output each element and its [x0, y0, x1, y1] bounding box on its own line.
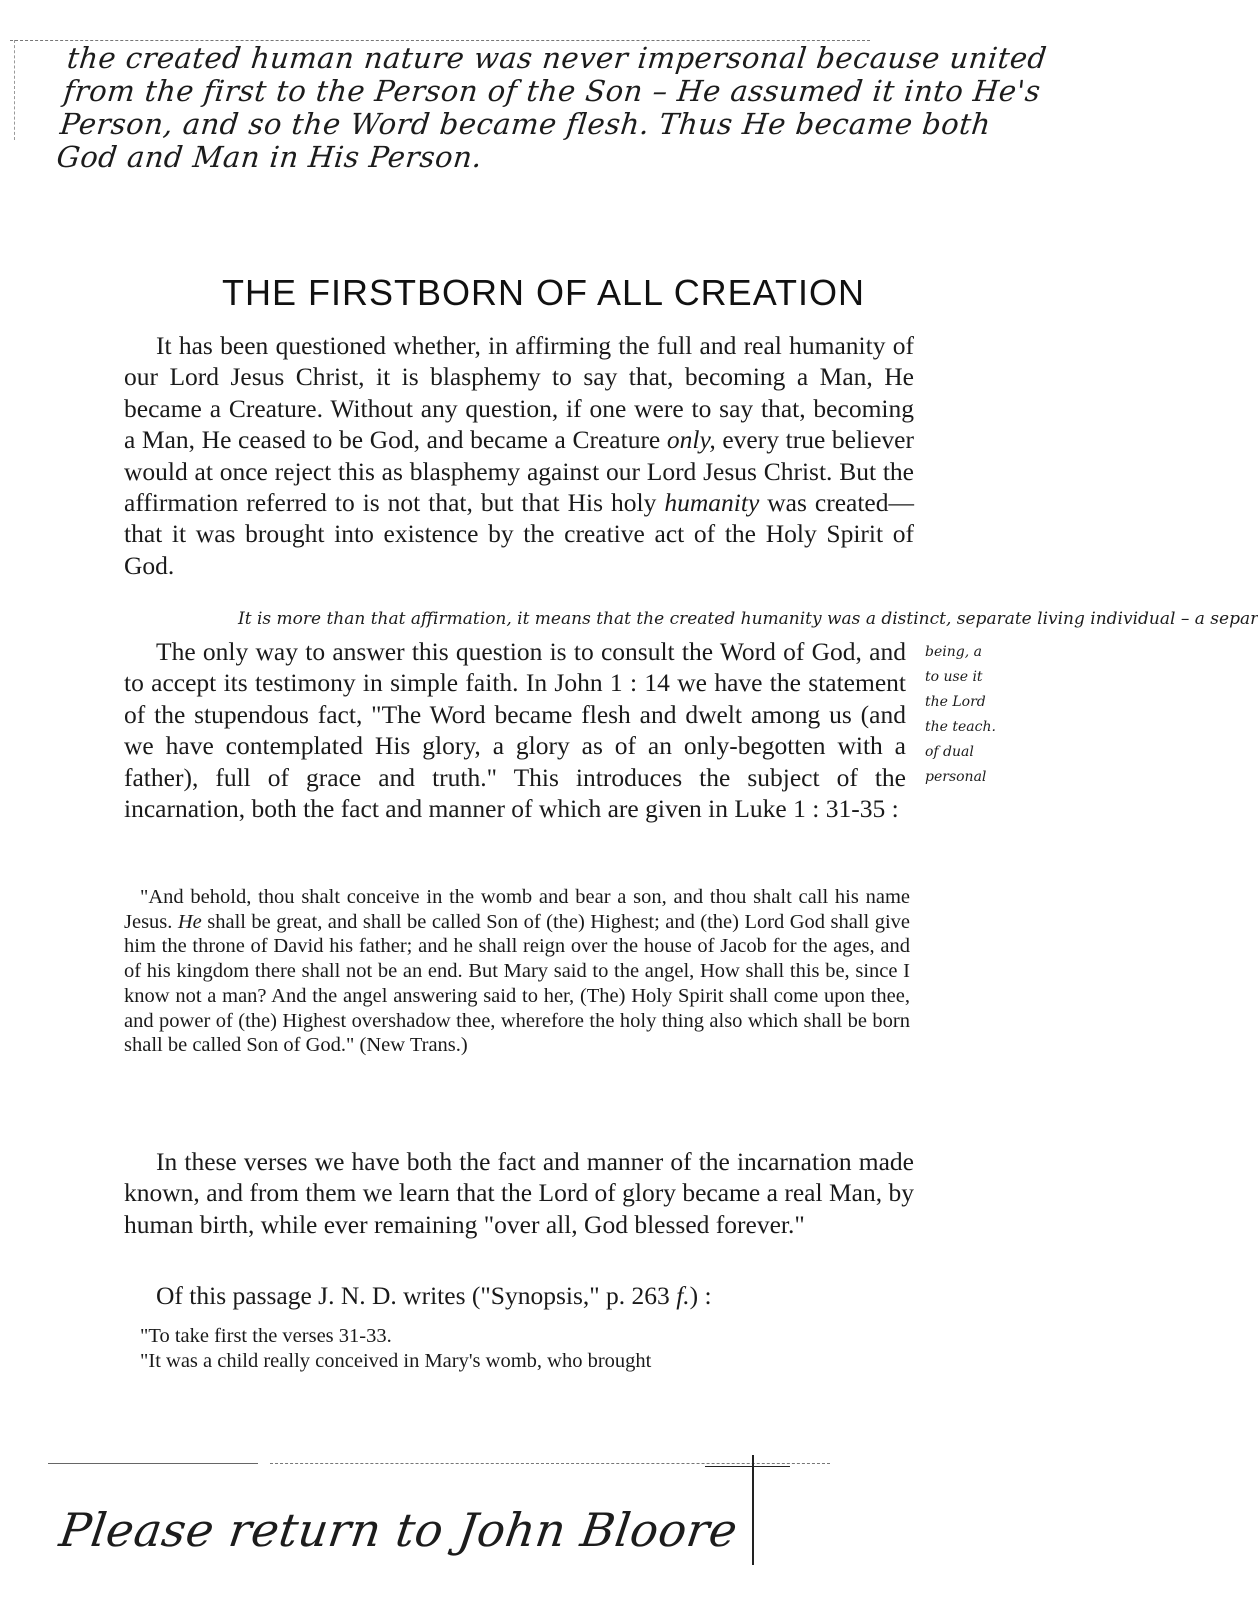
- divider-line: [48, 1463, 258, 1464]
- paragraph-1: [124, 330, 914, 581]
- paragraph-1-text-a: It has been questioned whether, in affirming the full and real humanity of our Lord Jesus Christ, it is blasphemy to say that, becoming a Man, He became a Creature. Without any question, if one were to say that, becoming a Man, He ceased to be God, and became a Creature: [124, 331, 914, 455]
- divider-dashed-line: [270, 1463, 830, 1464]
- paragraph-4-text-b: ) :: [689, 1281, 712, 1310]
- scripture-quote-text-a: "And behold, thou shalt conceive in the womb and bear a son, and thou shalt call his name Jesus.: [124, 886, 910, 933]
- handwritten-return-note: Please return to John Bloore: [56, 1503, 742, 1557]
- handwritten-margin-note: [925, 640, 996, 790]
- paragraph-1-text-c: was created—that it was brought into existence by the creative act of the Holy Spirit of God.: [124, 488, 914, 580]
- margin-note-line: the Lord: [925, 694, 986, 710]
- paragraph-4: [124, 1280, 914, 1311]
- margin-note-line: being, a: [925, 644, 982, 660]
- margin-note-line: personal: [925, 769, 987, 785]
- paragraph-4-text-a: Of this passage J. N. D. writes ("Synopsis," p. 263: [156, 1281, 677, 1310]
- scripture-quote-text-b: shall be great, and shall be called Son of (the) Highest; and (the) Lord God shall give him the throne of David his father; and he shall reign over the house of Jacob for the ages, and of his kingdom there shall not be an end. But Mary said to the angel, How shall this be, since I know not a man? And the angel answering said to her, (The) Holy Spirit shall come upon thee, and power of (the) Highest overshadow thee, wherefore the holy thing also which shall be born shall be called Son of God." (New Trans.): [124, 910, 910, 1057]
- handwritten-vertical-stroke: [752, 1455, 754, 1565]
- synopsis-quote-line-2: "It was a child really conceived in Mary's womb, who brought: [140, 1350, 652, 1372]
- paragraph-2: The only way to answer this question is to consult the Word of God, and to accept its testimony in simple faith. In John 1 : 14 we have the statement of the stupendous fact, "The Word became flesh and dwelt among us (and we have contemplated His glory, a glory as of an only-begotten with a father), full of grace and truth." This introduces the subject of the incarnation, both the fact and manner of which are given in Luke 1 : 31-35 :: [124, 637, 906, 824]
- paragraph-1-emphasis-humanity: humanity: [664, 488, 760, 518]
- margin-note-line: of dual: [925, 744, 974, 760]
- synopsis-quote-line-1: "To take first the verses 31-33.: [140, 1325, 392, 1347]
- handwritten-top-note: the created human nature was never impersonal because united from the first to the Person of the Son – He assumed it into He's Person, and so the Word became flesh. Thus He became both God and Man in His Person.: [55, 41, 1049, 174]
- scripture-quote: [124, 885, 910, 1058]
- paragraph-3: In these verses we have both the fact and manner of the incarnation made known, and from them we learn that the Lord of glory became a real Man, by human birth, while ever remaining "over all, God blessed forever.": [124, 1147, 914, 1239]
- scripture-quote-emphasis: He: [177, 910, 202, 933]
- page-title: THE FIRSTBORN OF ALL CREATION: [221, 272, 866, 313]
- paragraph-1-emphasis-only: only,: [666, 425, 716, 455]
- margin-note-line: to use it: [925, 669, 983, 685]
- paragraph-4-emphasis: f.: [676, 1281, 690, 1310]
- margin-note-line: the teach.: [925, 719, 996, 735]
- paragraph-1-text-b: every true believer would at once reject this as blasphemy against our Lord Jesus Christ. But the affirmation referred to is not that, but that His holy: [124, 425, 914, 518]
- scan-edge-left: [14, 40, 15, 140]
- handwritten-bar: [705, 1466, 790, 1467]
- handwritten-inline-note: It is more than that affirmation, it means that the created humanity was a distinct, separate living individual – a separ: [238, 609, 1258, 629]
